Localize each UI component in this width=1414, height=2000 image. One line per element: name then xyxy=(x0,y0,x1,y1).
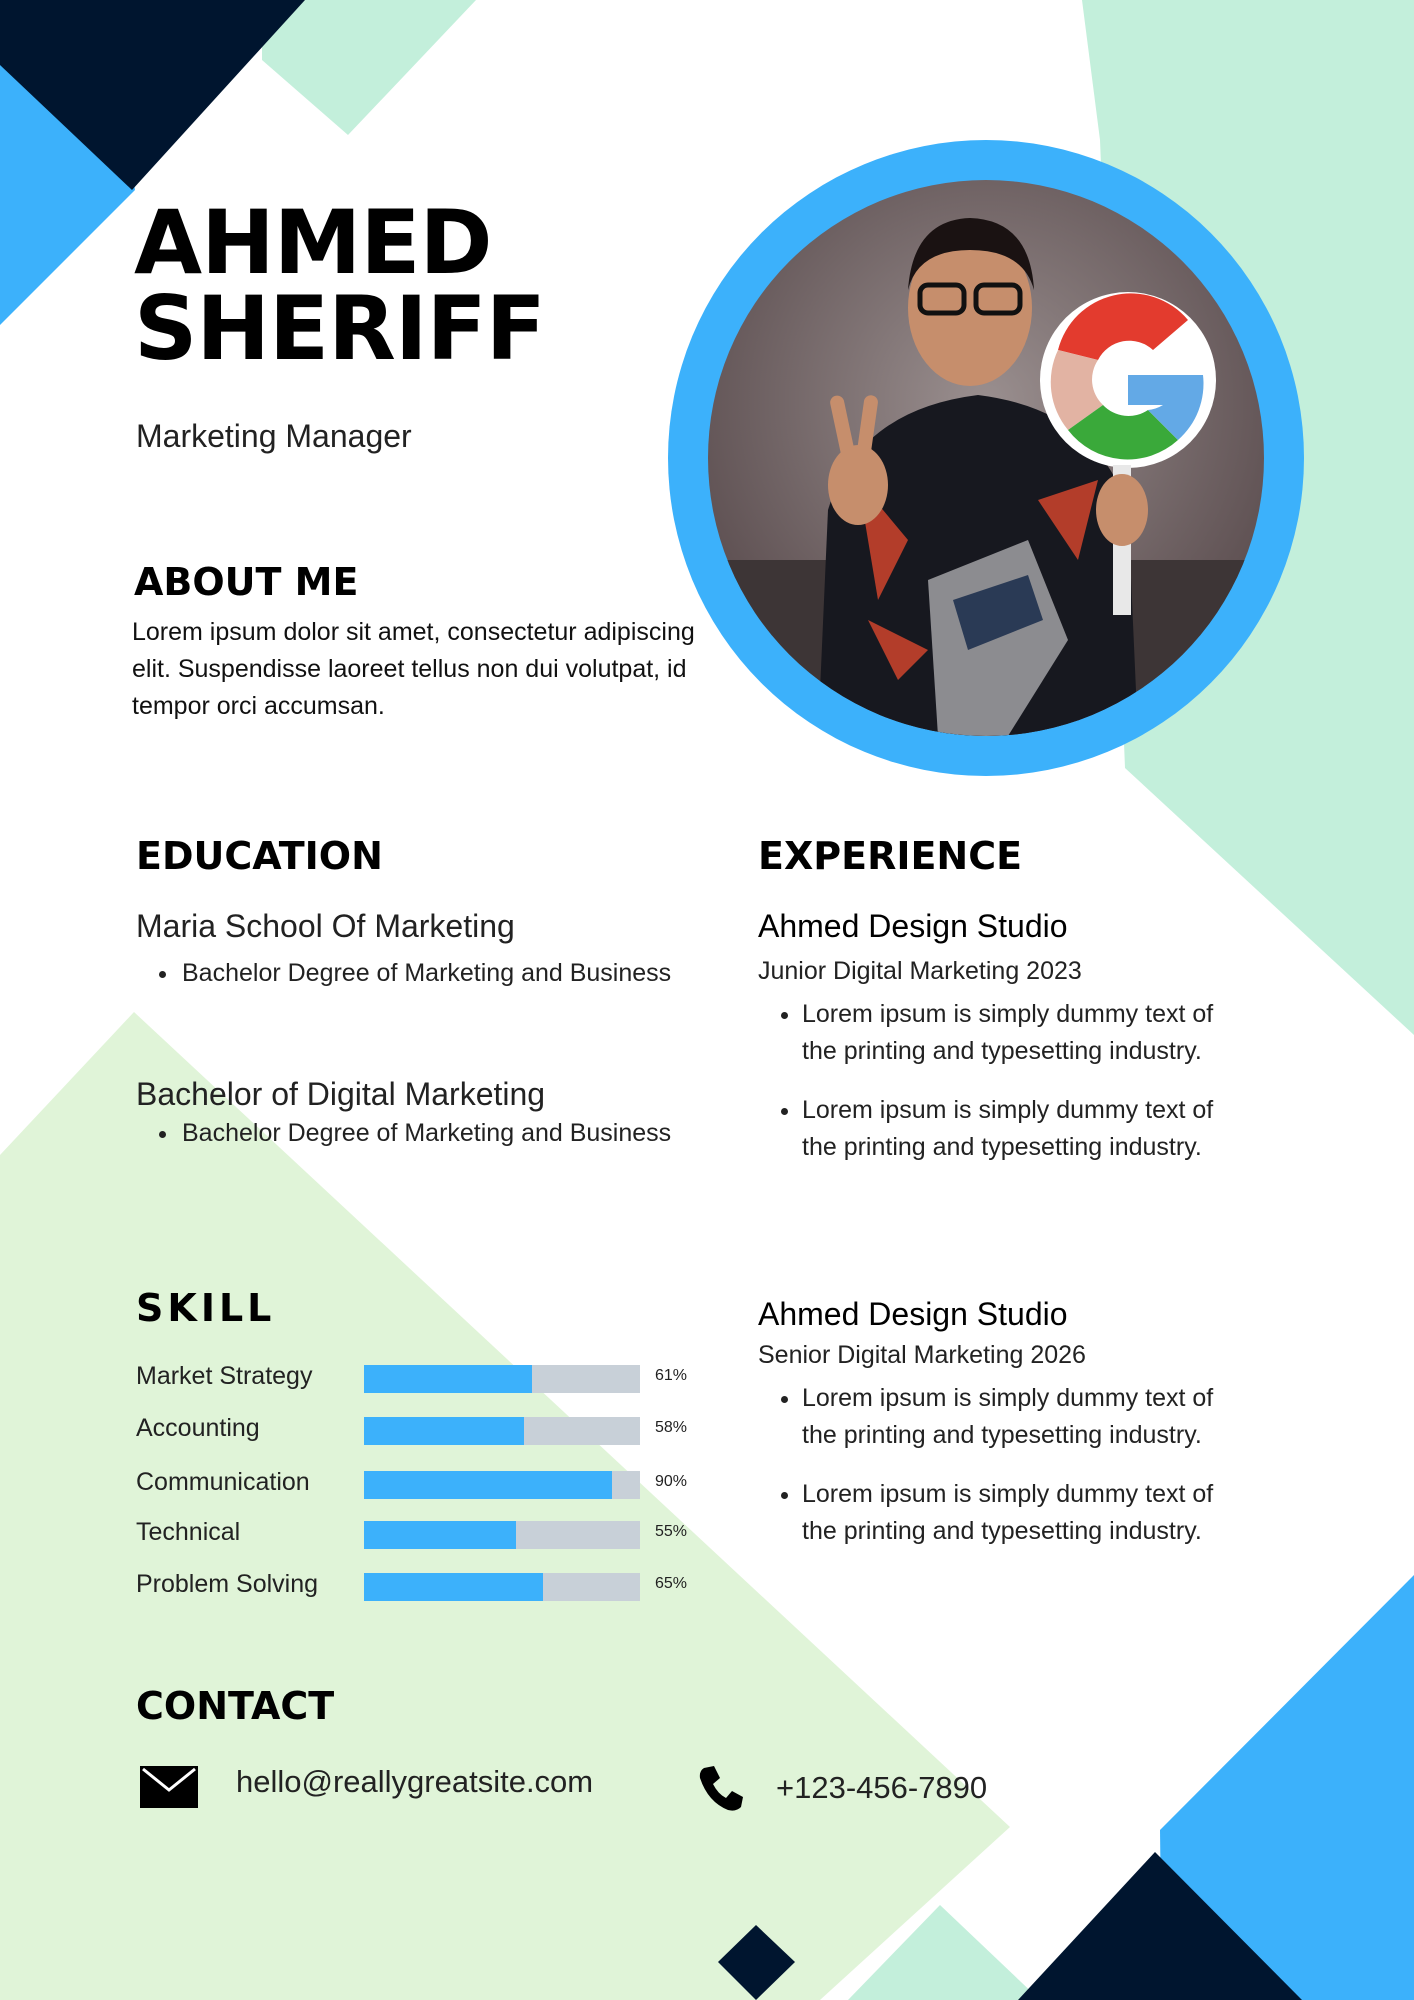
skill-bar-fill xyxy=(364,1573,543,1601)
skill-bar-fill xyxy=(364,1365,532,1393)
experience-company: Ahmed Design Studio xyxy=(758,1296,1068,1332)
education-school: Bachelor of Digital Marketing xyxy=(136,1076,546,1112)
experience-bullet: • Lorem ipsum is simply dummy text of the printing and typesetting industry. xyxy=(802,1092,1238,1166)
education-school: Maria School Of Marketing xyxy=(136,908,515,944)
education-bullets xyxy=(136,953,696,993)
experience-title: EXPERIENCE xyxy=(758,834,1023,878)
phone-link[interactable]: +123-456-7890 xyxy=(776,1770,988,1805)
skill-bar-fill xyxy=(364,1521,516,1549)
skill-label: Market Strategy xyxy=(136,1362,313,1390)
skill-label: Technical xyxy=(136,1518,241,1546)
skill-bar-track xyxy=(364,1471,640,1499)
skill-percent: 58% xyxy=(655,1419,688,1436)
skill-bar-track xyxy=(364,1365,640,1393)
profile-photo xyxy=(708,180,1264,736)
experience-entry xyxy=(758,1296,1238,1572)
job-title: Marketing Manager xyxy=(136,418,412,454)
phone-icon xyxy=(698,1764,744,1817)
skill-percent: 90% xyxy=(655,1473,688,1490)
experience-company: Ahmed Design Studio xyxy=(758,908,1068,944)
skill-label: Accounting xyxy=(136,1414,260,1442)
skill-percent: 55% xyxy=(655,1523,688,1540)
skill-row xyxy=(136,1408,696,1448)
education-bullets xyxy=(136,1113,696,1153)
skill-percent: 61% xyxy=(655,1367,688,1384)
experience-bullets xyxy=(758,1380,1238,1550)
experience-entry xyxy=(758,908,1238,1188)
about-title: ABOUT ME xyxy=(134,560,359,604)
skill-label: Communication xyxy=(136,1468,310,1496)
skill-row xyxy=(136,1356,696,1396)
experience-bullet: • Lorem ipsum is simply dummy text of the printing and typesetting industry. xyxy=(802,1380,1238,1454)
skill-bar-track xyxy=(364,1417,640,1445)
skill-bar-fill xyxy=(364,1471,612,1499)
first-name: AHMED xyxy=(134,191,492,294)
education-bullet: • Bachelor Degree of Marketing and Business xyxy=(180,1113,696,1153)
email-link[interactable]: hello@reallygreatsite.com xyxy=(236,1764,594,1799)
skill-row xyxy=(136,1462,696,1502)
skill-bar-track xyxy=(364,1521,640,1549)
skill-bar-fill xyxy=(364,1417,524,1445)
experience-bullet: • Lorem ipsum is simply dummy text of the printing and typesetting industry. xyxy=(802,996,1238,1070)
experience-bullets xyxy=(758,996,1238,1166)
last-name: SHERIFF xyxy=(134,277,545,380)
skill-bar-track xyxy=(364,1573,640,1601)
education-entry xyxy=(136,1076,696,1153)
education-bullet: • Bachelor Degree of Marketing and Business xyxy=(180,953,696,993)
bg-mint-top-left xyxy=(262,0,476,135)
skill-percent: 65% xyxy=(655,1575,688,1592)
skill-row xyxy=(136,1512,696,1552)
about-text: Lorem ipsum dolor sit amet, consectetur adipiscing elit. Suspendisse laoreet tellus non dui volutpat, id tempor orci accumsan. xyxy=(132,618,695,720)
education-title: EDUCATION xyxy=(136,834,383,878)
full-name xyxy=(134,191,545,380)
experience-role: Senior Digital Marketing 2026 xyxy=(758,1341,1086,1369)
education-entry xyxy=(136,908,696,993)
skill-label: Problem Solving xyxy=(136,1570,319,1598)
contact-title: CONTACT xyxy=(136,1684,335,1728)
envelope-icon xyxy=(140,1766,198,1813)
skill-title: SKILL xyxy=(136,1286,276,1330)
skill-row xyxy=(136,1564,696,1604)
experience-bullet: • Lorem ipsum is simply dummy text of the printing and typesetting industry. xyxy=(802,1476,1238,1550)
experience-role: Junior Digital Marketing 2023 xyxy=(758,957,1082,985)
